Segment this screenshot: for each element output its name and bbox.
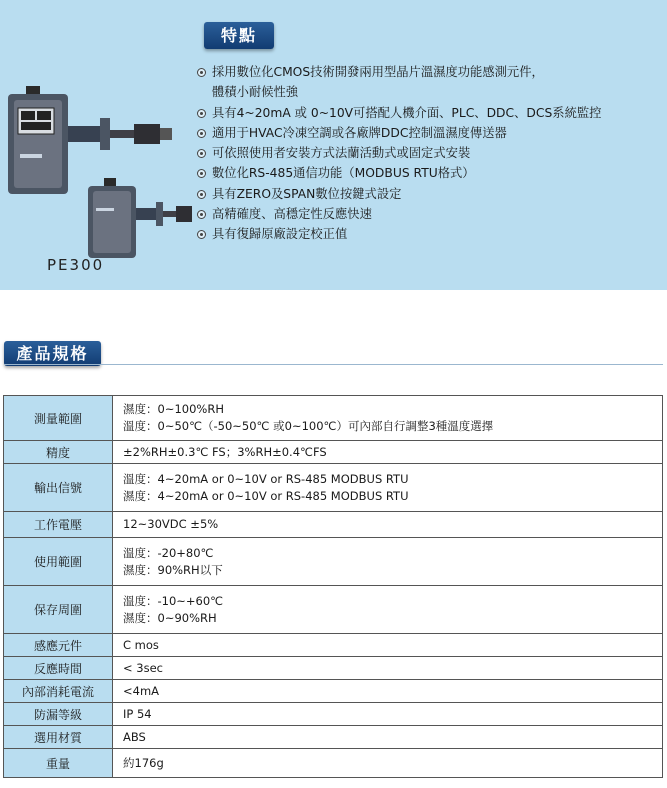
feature-item: 高精確度、高穩定性反應快速 (196, 204, 666, 224)
bullet-icon (197, 190, 206, 199)
row-label: 反應時間 (4, 657, 113, 680)
row-label: 重量 (4, 749, 113, 778)
feature-item: 採用數位化CMOS技術開發兩用型晶片溫濕度功能感測元件， (196, 62, 666, 82)
bullet-icon (197, 210, 206, 219)
row-value: 12~30VDC ±5% (113, 512, 663, 538)
product-image (4, 80, 194, 260)
bullet-icon (197, 169, 206, 178)
table-row (4, 703, 663, 726)
table-row (4, 634, 663, 657)
table-row (4, 464, 663, 512)
row-label: 輸出信號 (4, 464, 113, 512)
bullet-icon (197, 129, 206, 138)
table-row (4, 441, 663, 464)
table-row (4, 538, 663, 586)
feature-item: 體積小耐候性強 (212, 85, 299, 100)
specs-divider (4, 364, 663, 365)
large-transmitter-icon (8, 86, 172, 194)
row-value: IP 54 (113, 703, 663, 726)
small-transmitter-icon (88, 178, 192, 258)
row-value: 溫度：-10~+60℃ 濕度：0~90%RH (113, 586, 663, 634)
row-value: C mos (113, 634, 663, 657)
row-label: 內部消耗電流 (4, 680, 113, 703)
table-row (4, 512, 663, 538)
features-title: 特點 (204, 22, 274, 49)
table-row (4, 749, 663, 778)
model-label: PE300 (47, 256, 105, 274)
table-row (4, 657, 663, 680)
feature-panel (0, 0, 667, 290)
row-label: 選用材質 (4, 726, 113, 749)
specs-title: 產品規格 (4, 341, 101, 366)
feature-item: 具有ZERO及SPAN數位按鍵式設定 (196, 184, 666, 204)
row-label: 使用範圍 (4, 538, 113, 586)
bullet-icon (197, 230, 206, 239)
bullet-icon (197, 68, 206, 77)
table-row (4, 586, 663, 634)
row-label: 防漏等級 (4, 703, 113, 726)
row-value: 約176g (113, 749, 663, 778)
row-label: 測量範圍 (4, 396, 113, 441)
feature-item: 可依照使用者安裝方式法蘭活動式或固定式安裝 (196, 143, 666, 163)
table-row (4, 726, 663, 749)
row-value: ABS (113, 726, 663, 749)
row-value: 濕度：0~100%RH 溫度：0~50℃（-50~50℃ 或0~100℃）可內部自行調整3種溫度選擇 (113, 396, 663, 441)
row-value: 溫度：4~20mA or 0~10V or RS-485 MODBUS RTU 濕度：4~20mA or 0~10V or RS-485 MODBUS RTU (113, 464, 663, 512)
feature-item: 具有4~20mA 或 0~10V可搭配人機介面、PLC、DDC、DCS系統監控 (196, 103, 666, 123)
row-value: <4mA (113, 680, 663, 703)
row-value: ±2%RH±0.3℃ FS；3%RH±0.4℃FS (113, 441, 663, 464)
table-row (4, 680, 663, 703)
spec-table (3, 395, 663, 778)
row-label: 保存周圍 (4, 586, 113, 634)
row-value: 溫度：-20+80℃ 濕度：90%RH以下 (113, 538, 663, 586)
row-label: 工作電壓 (4, 512, 113, 538)
row-label: 感應元件 (4, 634, 113, 657)
feature-item: 具有復歸原廠設定校正值 (196, 224, 666, 244)
table-row (4, 396, 663, 441)
bullet-icon (197, 109, 206, 118)
feature-list (196, 62, 666, 245)
feature-item: 適用于HVAC冷凍空調或各廠牌DDC控制溫濕度傳送器 (196, 123, 666, 143)
feature-item: 數位化RS-485通信功能（MODBUS RTU格式） (196, 163, 666, 183)
row-value: < 3sec (113, 657, 663, 680)
row-label: 精度 (4, 441, 113, 464)
bullet-icon (197, 149, 206, 158)
